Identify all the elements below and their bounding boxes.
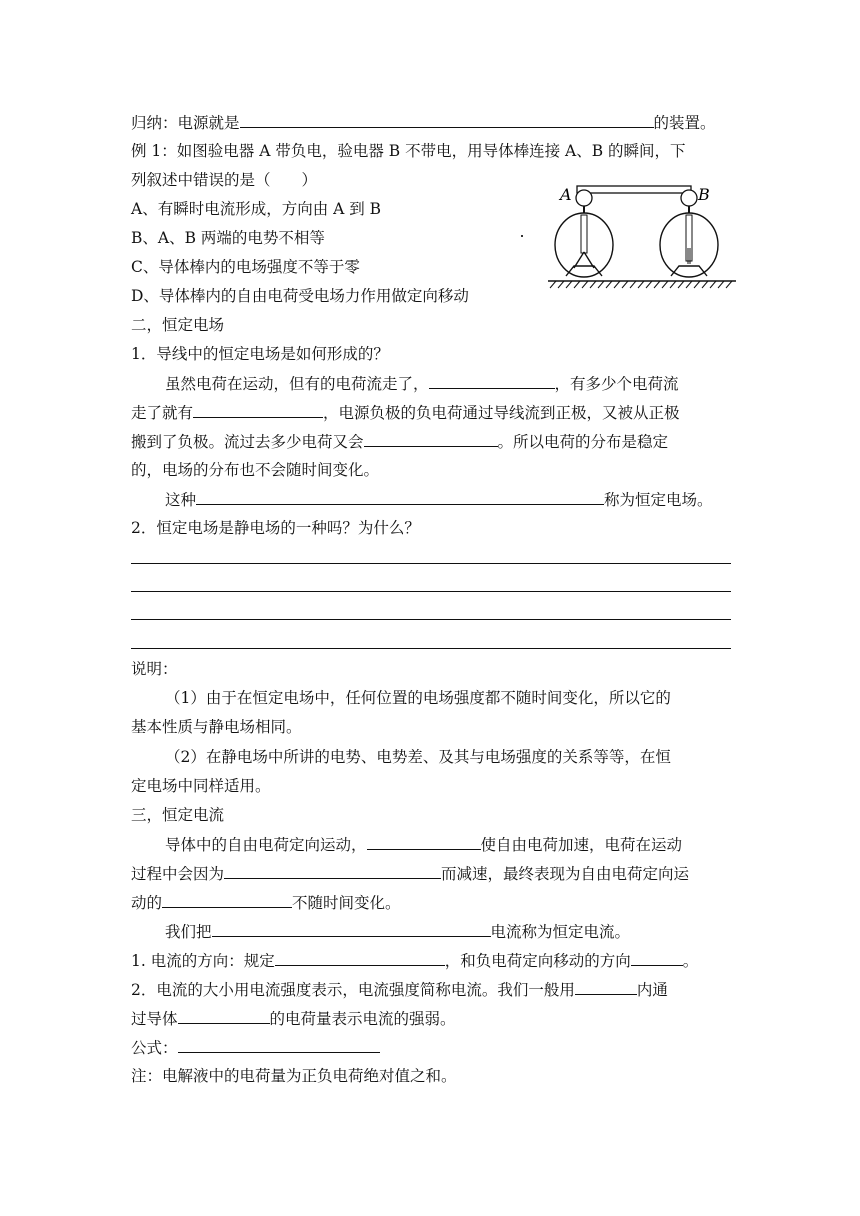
blank-charges-flowed[interactable] — [429, 372, 555, 389]
blank-charges-return[interactable] — [364, 430, 498, 447]
answer-line[interactable] — [131, 619, 731, 620]
summary-blank[interactable] — [240, 111, 654, 128]
section3-p2: 过程中会因为 而减速，最终表现为自由电荷定向运 — [131, 862, 689, 885]
note-title: 说明： — [131, 660, 178, 678]
current-magnitude-line2: 过导体 的电荷量表示电流的强弱。 — [131, 1007, 456, 1030]
section3-heading: 三，恒定电流 — [131, 806, 225, 824]
section2-heading: 二，恒定电场 — [131, 316, 225, 334]
blank-average-rate[interactable] — [162, 891, 292, 908]
blank-unit-time[interactable] — [575, 978, 637, 995]
section2-q2: 2．恒定电场是静电场的一种吗？为什么？ — [131, 519, 420, 537]
stray-dot — [521, 235, 523, 237]
blank-formula[interactable] — [178, 1036, 380, 1053]
blank-deceleration-cause[interactable] — [224, 862, 441, 879]
label-b: B — [698, 185, 710, 204]
section2-p1: 虽然电荷在运动，但有的电荷流走了， ，有多少个电荷流 — [165, 372, 679, 395]
example1-option-a: A、有瞬时电流形成，方向由 A 到 B — [131, 200, 382, 218]
section2-p5: 这种 称为恒定电场。 — [165, 488, 713, 511]
note1-line1: （1）由于在恒定电场中，任何位置的电场强度都不随时间变化，所以它的 — [165, 689, 671, 707]
section2-p4: 的，电场的分布也不会随时间变化。 — [131, 461, 380, 479]
answer-line[interactable] — [131, 563, 731, 564]
blank-current-direction[interactable] — [275, 949, 445, 966]
label-a: A — [560, 185, 572, 204]
blank-constant-current-definition[interactable] — [212, 920, 491, 937]
answer-line[interactable] — [131, 648, 731, 649]
current-magnitude-line1: 2．电流的大小用电流强度表示，电流强度简称电流。我们一般用 内通 — [131, 978, 668, 1001]
section3-p3: 动的 不随时间变化。 — [131, 891, 401, 914]
answer-line[interactable] — [131, 591, 731, 592]
note1-line2: 基本性质与静电场相同。 — [131, 718, 302, 736]
electrolyte-note: 注：电解液中的电荷量为正负电荷绝对值之和。 — [131, 1067, 457, 1085]
summary-prefix: 归纳：电源就是 — [131, 114, 240, 132]
conductor-rod — [577, 186, 691, 193]
section2-q1: 1．导线中的恒定电场是如何形成的？ — [131, 345, 389, 363]
section3-p4: 我们把 电流称为恒定电流。 — [165, 920, 630, 943]
example1-option-d: D、导体棒内的自由电荷受电场力作用做定向移动 — [131, 287, 469, 305]
blank-cross-section[interactable] — [178, 1007, 270, 1024]
example1-option-b: B、A、B 两端的电势不相等 — [131, 229, 325, 247]
blank-charges-replenish[interactable] — [193, 401, 323, 418]
summary-line — [131, 111, 716, 134]
ground-hatch — [550, 281, 732, 288]
electroscope-figure — [546, 178, 738, 296]
note2-line2: 定电场中同样适用。 — [131, 777, 271, 795]
blank-constant-field-definition[interactable] — [196, 488, 604, 505]
note2-line1: （2）在静电场中所讲的电势、电势差、及其与电场强度的关系等等，在恒 — [165, 748, 671, 766]
section2-p3: 搬到了负极。流过去多少电荷又会 。所以电荷的分布是稳定 — [131, 430, 668, 453]
section2-p2: 走了就有 ，电源负极的负电荷通过导线流到正极，又被从正极 — [131, 401, 680, 424]
blank-opposite[interactable] — [631, 949, 683, 966]
summary-suffix: 的装置。 — [653, 114, 716, 132]
formula-line: 公式： — [131, 1036, 380, 1059]
blank-accelerating-force[interactable] — [367, 833, 481, 850]
example1-option-c: C、导体棒内的电场强度不等于零 — [131, 258, 360, 276]
current-direction-line: 1. 电流的方向：规定 ，和负电荷定向移动的方向 。 — [131, 949, 698, 972]
example1-line1: 例 1：如图验电器 A 带负电，验电器 B 不带电，用导体棒连接 A、B 的瞬间，下 — [131, 142, 686, 160]
example1-line2: 列叙述中错误的是（ ） — [131, 171, 318, 189]
section3-p1: 导体中的自由电荷定向运动， 使自由电荷加速，电荷在运动 — [165, 833, 682, 856]
